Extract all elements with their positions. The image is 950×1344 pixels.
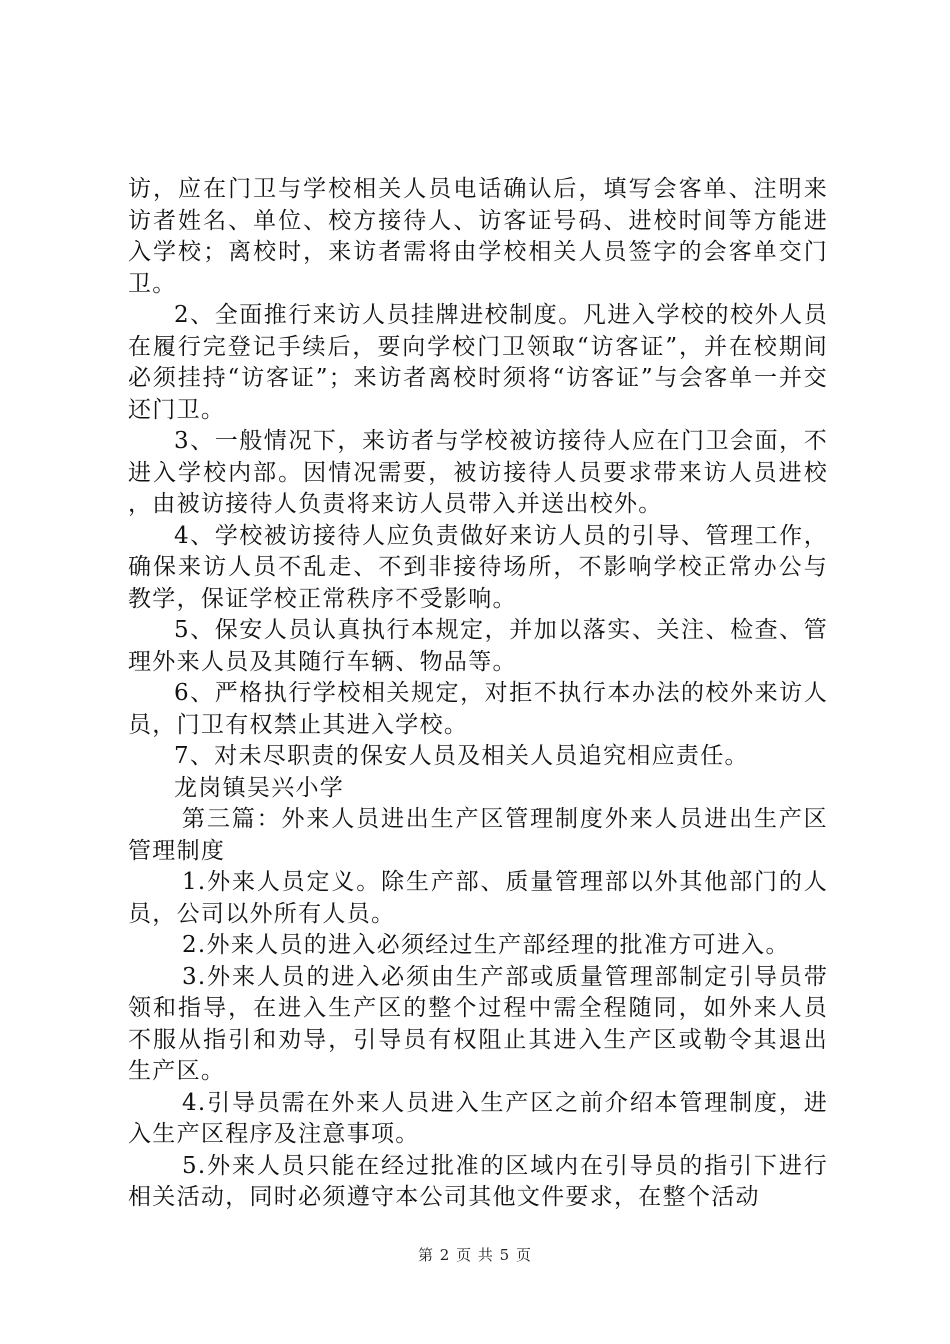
page-number-footer: 第 2 页 共 5 页 [418,1246,532,1264]
paragraph-item-5: 5、保安人员认真执行本规定，并加以落实、关注、检查、管理外来人员及其随行车辆、物品等。 [128,617,828,675]
document-body [128,174,828,1214]
section-heading: 第三篇：外来人员进出生产区管理制度外来人员进出生产区管理制度 [128,806,828,864]
paragraph-item-6: 6、严格执行学校相关规定，对拒不执行本办法的校外来访人员，门卫有权禁止其进入学校。 [128,680,828,738]
paragraph-continued: 访，应在门卫与学校相关人员电话确认后，填写会客单、注明来访者姓名、单位、校方接待人、访客证号码、进校时间等方能进入学校；离校时，来访者需将由学校相关人员签字的会客单交门卫。 [128,176,828,297]
paragraph-item-3: 3、一般情况下，来访者与学校被访接待人应在门卫会面，不进入学校内部。因情况需要，被访接待人员要求带来访人员进校，由被访接待人负责将来访人员带入并送出校外。 [128,428,828,517]
rule-item-1: 1.外来人员定义。除生产部、质量管理部以外其他部门的人员，公司以外所有人员。 [128,869,828,927]
rule-item-3: 3.外来人员的进入必须由生产部或质量管理部制定引导员带领和指导，在进入生产区的整个过程中需全程随同，如外来人员不服从指引和劝导，引导员有权阻止其进入生产区或勒令其退出生产区。 [128,963,828,1084]
signature-school-name: 龙岗镇吴兴小学 [174,774,345,801]
paragraph-item-4: 4、学校被访接待人应负责做好来访人员的引导、管理工作，确保来访人员不乱走、不到非接待场所，不影响学校正常办公与教学，保证学校正常秩序不受影响。 [128,522,828,612]
paragraph-item-2: 2、全面推行来访人员挂牌进校制度。凡进入学校的校外人员在履行完登记手续后，要向学校门卫领取“访客证”，并在校期间必须挂持“访客证”；来访者离校时须将“访客证”与会客单一并交还门卫。 [128,302,828,423]
rule-item-4: 4.引导员需在外来人员进入生产区之前介绍本管理制度，进入生产区程序及注意事项。 [128,1089,828,1147]
rule-item-5: 5.外来人员只能在经过批准的区域内在引导员的指引下进行相关活动，同时必须遵守本公司其他文件要求，在整个活动 [128,1152,828,1210]
rule-item-2: 2.外来人员的进入必须经过生产部经理的批准方可进入。 [182,932,790,958]
paragraph-item-7: 7、对未尽职责的保安人员及相关人员追究相应责任。 [174,743,749,769]
